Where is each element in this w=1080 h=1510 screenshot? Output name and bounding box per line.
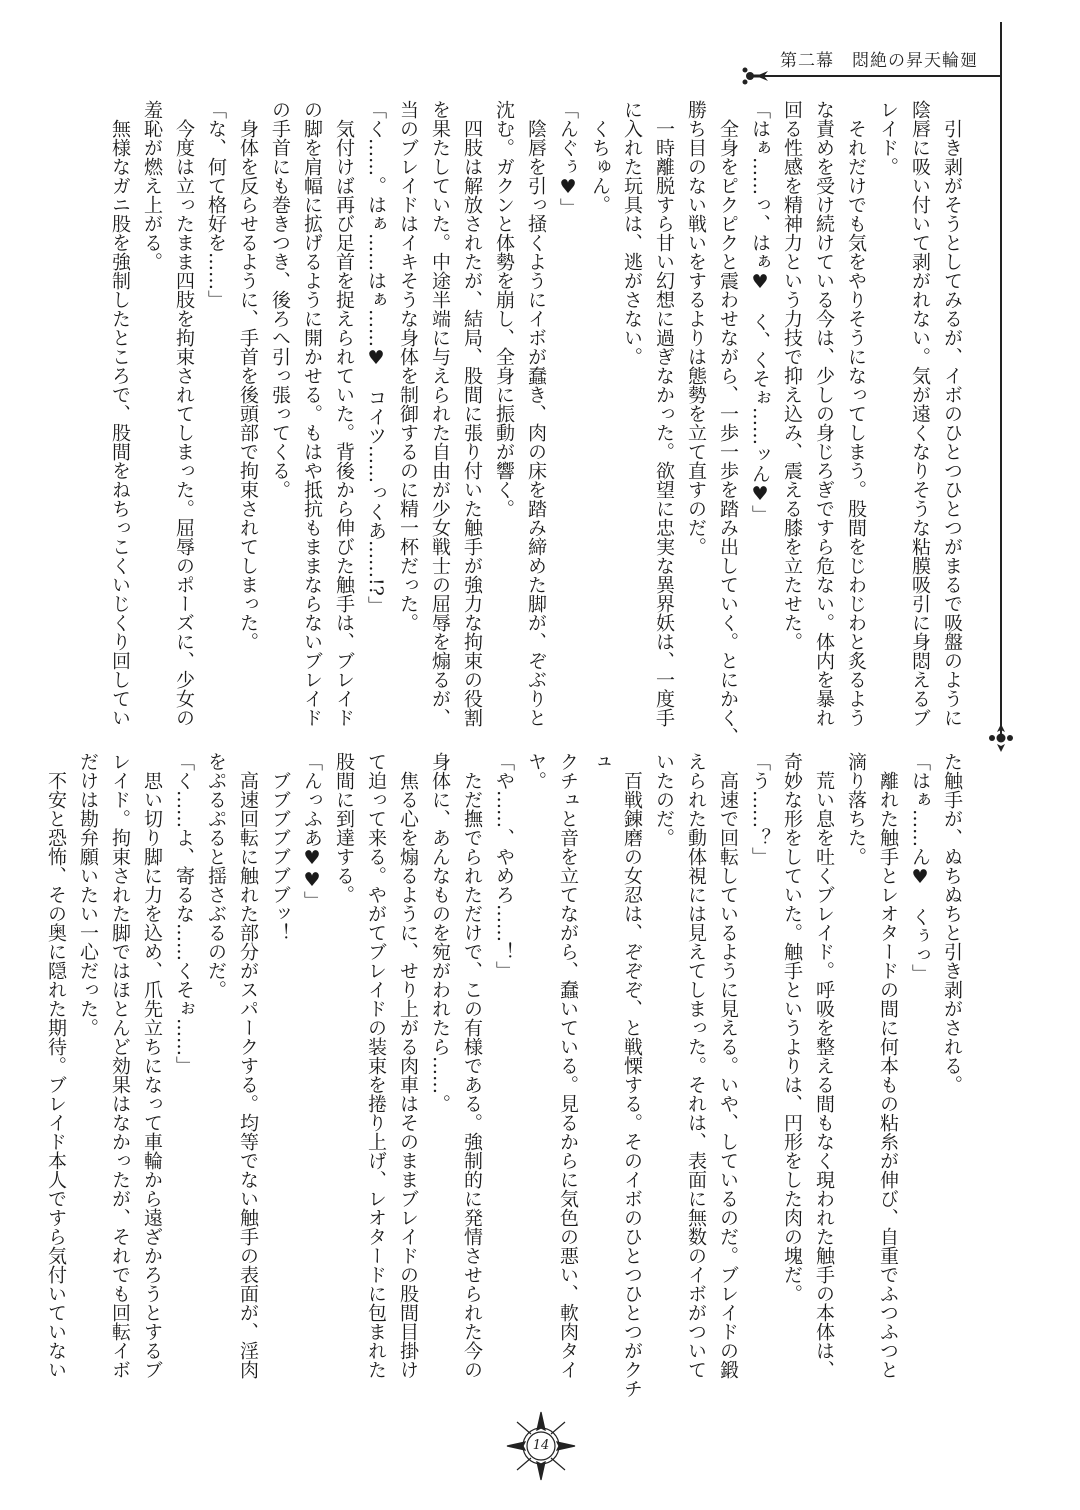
text-line: 一時離脱すら甘い幻想に過ぎなかった。欲望に忠実な異界妖は、一度手 — [653, 100, 675, 727]
side-rule — [1000, 22, 1002, 734]
text-line: ブブブブブブブッ！ — [269, 752, 291, 942]
text-line: の脚を肩幅に拡げるように開かせる。もはや抵抗もままならないブレイド — [301, 100, 323, 727]
text-line: 「や……、やめろ……！」 — [493, 752, 515, 980]
page-number: 14 — [532, 1438, 550, 1453]
text-line: えられた動体視には見えてしまった。それは、表面に無数のイボがついて — [685, 752, 707, 1379]
text-block-upper — [104, 100, 968, 748]
text-line: 不安と恐怖、その奥に隠れた期待。ブレイド本人ですら気付いていない — [45, 752, 67, 1379]
text-line: 「はぁ……っ、はぁ♥ く、くそぉ……ッん♥」 — [749, 100, 771, 524]
header-rule — [750, 75, 1000, 77]
text-line: 百戦錬磨の女忍は、ぞぞぞ、と戦慄する。そのイボのひとつひとつがクチュ — [589, 752, 643, 1398]
text-line: クチュと音を立てながら、蠢いている。見るからに気色の悪い、軟肉タイヤ。 — [525, 752, 579, 1379]
text-line: 引き剥がそうとしてみるが、イボのひとつひとつがまるで吸盤のように — [941, 100, 963, 727]
text-line: 全身をピクピクと震わせながら、一歩一歩を踏み出していく。とにかく、 — [717, 100, 739, 746]
text-line: た触手が、ぬちぬちと引き剥がされる。 — [941, 752, 963, 1094]
text-line: 無様なガニ股を強制したところで、股間をねちっこくいじくり回してい — [109, 100, 131, 727]
text-line: 「はぁ……ん♥ くぅっ」 — [909, 752, 931, 983]
text-line: 勝ち目のない戦いをするよりは態勢を立て直すのだ。 — [685, 100, 707, 556]
text-line: 羞恥が燃え上がる。 — [141, 100, 163, 271]
text-line: に入れた玩具は、逃がさない。 — [621, 100, 643, 366]
text-line: だけは勘弁願いたい一心だった。 — [77, 752, 99, 1037]
text-line: て迫って来る。やがてブレイドの装束を捲り上げ、レオタードに包まれた — [365, 752, 387, 1379]
text-line: 「な、何て格好を……」 — [205, 100, 227, 309]
text-line: 「んぐぅ♥」 — [557, 100, 579, 217]
text-line: 焦る心を煽るように、せり上がる肉車はそのままブレイドの股間目掛け — [397, 752, 419, 1379]
text-line: を果たしていた。中途半端に与えられた自由が少女戦士の屈辱を煽るが、 — [429, 100, 451, 727]
text-line: 高速で回転しているように見える。いや、しているのだ。ブレイドの鍛 — [717, 752, 739, 1379]
text-line: いたのだ。 — [653, 752, 675, 847]
text-line: 「う……？」 — [749, 752, 771, 866]
text-line: くちゅん。 — [589, 100, 611, 214]
text-line: 滴り落ちた。 — [845, 752, 867, 866]
text-line: 身体を反らせるように、手首を後頭部で拘束されてしまった。 — [237, 100, 259, 651]
text-line: をぷるぷると揺さぶるのだ。 — [205, 752, 227, 999]
text-line: 思い切り脚に力を込め、爪先立ちになって車輪から遠ざかろうとするブ — [141, 752, 163, 1379]
text-line: それだけでも気をやりそうになってしまう。股間をじわじわと炙るよう — [845, 100, 867, 727]
text-line: レイド。拘束された脚ではほとんど効果はなかったが、それでも回転イボ — [109, 752, 131, 1379]
text-line: 陰唇に吸い付いて剥がれない。気が遠くなりそうな粘膜吸引に身悶えるブ — [909, 100, 931, 727]
text-line: 「んっふあ♥♥」 — [301, 752, 323, 910]
text-line: 離れた触手とレオタードの間に何本もの粘糸が伸び、自重でふつふつと — [877, 752, 899, 1379]
text-line: 当のブレイドはイキそうな身体を制御するのに精一杯だった。 — [397, 100, 419, 632]
text-line: 今度は立ったまま四肢を拘束されてしまった。屈辱のポーズに、少女の — [173, 100, 195, 727]
text-line: 股間に到達する。 — [333, 752, 355, 904]
page-number-badge — [505, 1410, 577, 1482]
text-line: 「く……よ、寄るな……くそぉ……」 — [173, 752, 195, 1075]
text-line: 「く……。はぁ……はぁ……♥ コイツ……っくあ……!?」 — [365, 100, 387, 615]
text-line: な責めを受け続けている今は、少しの身じろぎですら危ない。体内を暴れ — [813, 100, 835, 727]
text-line: 回る性感を精神力という力技で抑え込み、震える膝を立たせた。 — [781, 100, 803, 651]
text-line: 身体に、あんなものを宛がわれたら……。 — [429, 752, 451, 1113]
text-line: の手首にも巻きつき、後ろへ引っ張ってくる。 — [269, 100, 291, 499]
text-line: 荒い息を吐くブレイド。呼吸を整える間もなく現われた触手の本体は、 — [813, 752, 835, 1379]
text-line: ただ撫でられただけで、この有様である。強制的に発情させられた今の — [461, 752, 483, 1379]
fleur-de-lis-icon — [988, 722, 1014, 754]
text-line: 沈む。ガクンと体勢を崩し、全身に振動が響く。 — [493, 100, 515, 518]
text-line: 気付けば再び足首を捉えられていた。背後から伸びた触手は、ブレイド — [333, 100, 355, 727]
text-line: 陰唇を引っ掻くようにイボが蠢き、肉の床を踏み締めた脚が、ぞぶりと — [525, 100, 547, 727]
text-line: 奇妙な形をしていた。触手というよりは、円形をした肉の塊だ。 — [781, 752, 803, 1303]
text-block-lower — [40, 752, 968, 1400]
fleur-de-lis-icon — [742, 63, 772, 89]
text-line: 四肢は解放されたが、結局、股間に張り付いた触手が強力な拘束の役割 — [461, 100, 483, 727]
chapter-title: 第二幕 悶絶の昇天輪廻 — [780, 51, 978, 71]
text-line: 高速回転に触れた部分がスパークする。均等でない触手の表面が、淫肉 — [237, 752, 259, 1379]
text-line: レイド。 — [877, 100, 899, 176]
